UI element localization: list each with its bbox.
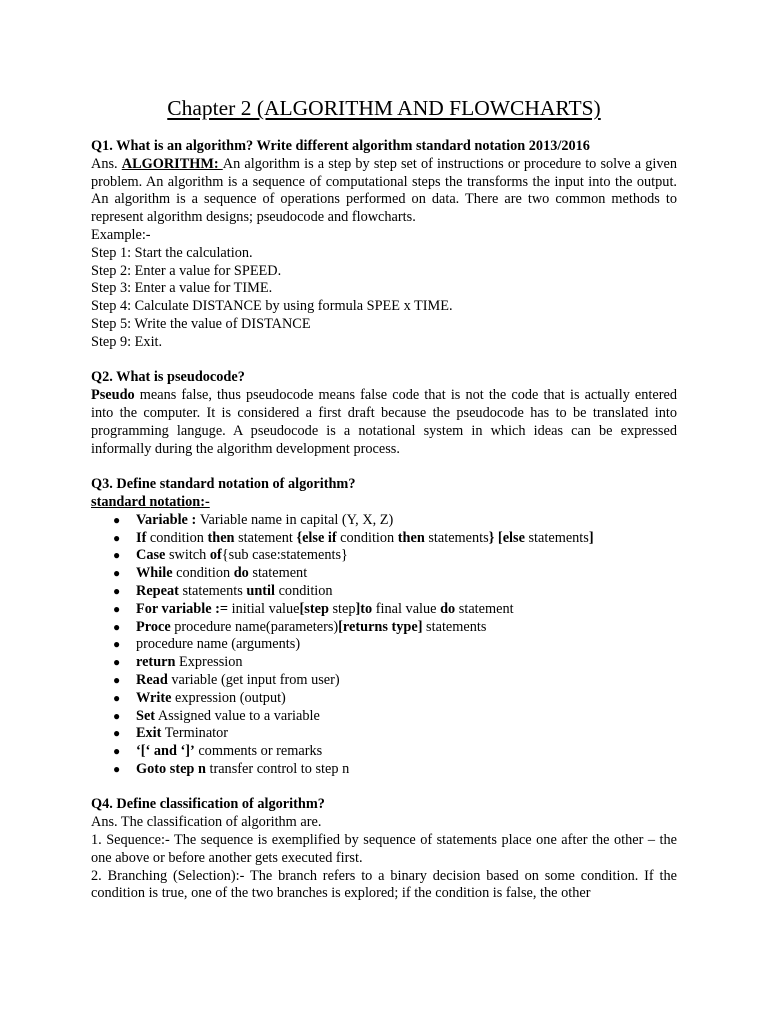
- q1-question: Q1. What is an algorithm? Write different algorithm standard notation 2013/2016: [91, 138, 590, 154]
- bullet-icon: ●: [113, 744, 121, 759]
- bullet-icon: ●: [113, 708, 121, 723]
- q1-step: Step 2: Enter a value for SPEED.: [91, 262, 282, 279]
- q1-step: Step 9: Exit.: [91, 333, 163, 350]
- bullet-icon: ●: [113, 619, 121, 634]
- q1-step: Step 5: Write the value of DISTANCE: [91, 315, 311, 332]
- notation-list-item: [113, 565, 677, 583]
- bullet-icon: ●: [113, 548, 121, 563]
- q4-intro: Ans. The classification of algorithm are.: [91, 814, 322, 831]
- notation-keyword: ]to: [355, 600, 373, 617]
- q3-section: [91, 476, 677, 779]
- notation-keyword: of: [209, 547, 222, 564]
- notation-text: expression (output): [171, 689, 286, 706]
- bullet-icon: ●: [113, 726, 121, 741]
- bullet-icon: ●: [113, 672, 121, 687]
- bullet-icon: ●: [113, 566, 121, 581]
- notation-list-item: [113, 725, 677, 743]
- q3-question: Q3. Define standard notation of algorithm?: [91, 476, 356, 493]
- notation-list-item: [113, 511, 677, 530]
- bullet-icon: ●: [113, 761, 121, 776]
- notation-keyword: Read: [136, 671, 168, 688]
- q1-step: Step 3: Enter a value for TIME.: [91, 280, 273, 297]
- notation-text: statements: [424, 529, 489, 546]
- bullet-icon: ●: [113, 690, 121, 705]
- bullet-icon: ●: [113, 637, 121, 652]
- notation-keyword: until: [246, 582, 275, 599]
- notation-list-item: [113, 547, 677, 565]
- notation-text: statement: [248, 565, 308, 582]
- bullet-icon: ●: [113, 655, 121, 670]
- notation-list-item: [113, 654, 677, 672]
- notation-text: variable (get input from user): [167, 671, 340, 688]
- notation-list-item: [113, 600, 677, 619]
- q3-subheading: standard notation:-: [91, 493, 210, 510]
- notation-text: condition: [275, 582, 333, 599]
- q2-section: [91, 369, 677, 458]
- notation-keyword: While: [136, 565, 173, 582]
- notation-text: {sub case:statements}: [221, 547, 348, 564]
- q1-step: Step 4: Calculate DISTANCE by using formula SPEE x TIME.: [91, 298, 453, 315]
- notation-list-item: [113, 618, 677, 637]
- q1-step: Step 1: Start the calculation.: [91, 244, 253, 261]
- notation-text: procedure name(parameters): [170, 618, 339, 635]
- notation-text: condition: [172, 565, 234, 582]
- notation-list-item: [113, 582, 677, 601]
- notation-text: Variable name in capital (Y, X, Z): [199, 511, 394, 528]
- notation-text: step: [328, 600, 356, 617]
- notation-keyword: Write: [136, 689, 172, 706]
- notation-list-item: [113, 689, 677, 708]
- notation-text: statements: [178, 582, 247, 599]
- notation-text: statements: [524, 529, 589, 546]
- bullet-icon: ●: [113, 601, 121, 616]
- q2-term: Pseudo: [91, 387, 135, 404]
- notation-text: statement: [234, 529, 297, 546]
- notation-keyword: } [else: [488, 529, 525, 546]
- q4-section: [91, 796, 677, 903]
- notation-text: initial value: [228, 600, 300, 617]
- q1-ans-prefix: Ans.: [91, 155, 122, 172]
- notation-keyword: ]: [588, 529, 594, 546]
- notation-keyword: ‘[‘ and ‘]’: [136, 743, 195, 760]
- notation-keyword: Set: [136, 707, 156, 724]
- notation-keyword: Case: [136, 547, 166, 564]
- notation-text: statements: [422, 618, 487, 635]
- notation-list: [91, 512, 677, 779]
- notation-text: condition: [146, 529, 208, 546]
- q1-section: [91, 138, 677, 352]
- notation-list-item: [113, 760, 677, 779]
- notation-text: Terminator: [161, 725, 229, 742]
- bullet-icon: ●: [113, 530, 121, 545]
- q4-question: Q4. Define classification of algorithm?: [91, 796, 325, 813]
- notation-list-item: [113, 707, 677, 726]
- bullet-icon: ●: [113, 583, 121, 598]
- notation-keyword: For variable :=: [136, 600, 229, 617]
- q4-sequence-paragraph: 1. Sequence:- The sequence is exemplified by sequence of statements place one after the other – the one above or before another gets executed first.: [91, 832, 677, 866]
- notation-keyword: Exit: [136, 725, 162, 742]
- notation-keyword: then: [207, 529, 235, 546]
- notation-text: condition: [336, 529, 398, 546]
- q1-term: ALGORITHM:: [121, 155, 223, 172]
- q1-body: An algorithm is a step by step set of instructions or procedure to solve a given problem. An algorithm is a sequence of computational steps the transforms the input into the output. An algorithm is a sequence of operations performed on data. There are two common methods to represent algorithm designs; pseudocode and flowcharts.: [91, 155, 677, 226]
- notation-keyword: If: [136, 529, 147, 546]
- notation-keyword: [step: [299, 600, 329, 617]
- notation-keyword: do: [440, 600, 456, 617]
- notation-keyword: then: [397, 529, 425, 546]
- notation-keyword: return: [136, 654, 176, 671]
- notation-keyword: do: [233, 565, 249, 582]
- notation-list-item: [113, 743, 677, 761]
- notation-text: switch: [165, 547, 210, 564]
- notation-keyword: Variable :: [136, 511, 200, 528]
- q4-branching-paragraph: 2. Branching (Selection):- The branch refers to a binary decision based on some condition. If the condition is true, one of the two branches is explored; if the condition is false, the other: [91, 867, 677, 902]
- notation-text: Expression: [175, 654, 243, 671]
- notation-keyword: {else if: [296, 529, 337, 546]
- notation-keyword: [returns type]: [338, 618, 423, 635]
- q2-question: Q2. What is pseudocode?: [91, 369, 245, 386]
- notation-text: Assigned value to a variable: [155, 707, 320, 724]
- chapter-title: Chapter 2 (ALGORITHM AND FLOWCHARTS): [167, 96, 601, 120]
- q2-answer: [91, 387, 677, 458]
- bullet-icon: ●: [113, 512, 121, 527]
- notation-list-item: [113, 529, 677, 548]
- notation-keyword: Proce: [136, 618, 171, 635]
- notation-keyword: Repeat: [136, 582, 179, 599]
- notation-list-item: [113, 671, 677, 690]
- notation-text: transfer control to step n: [205, 760, 350, 777]
- notation-text: final value: [372, 600, 441, 617]
- notation-text: comments or remarks: [194, 743, 323, 760]
- notation-text: procedure name (arguments): [136, 636, 301, 653]
- notation-list-item: [113, 636, 677, 654]
- q1-answer: [91, 156, 677, 227]
- notation-keyword: Goto step n: [136, 760, 206, 777]
- notation-text: statement: [455, 600, 514, 617]
- q1-example-label: Example:-: [91, 226, 151, 243]
- q2-body: means false, thus pseudocode means false code that is not the code that is actually entered into the computer. It is considered a first draft because the pseudocode has to be translated into programming languge. A pseudocode is a notational system in which ideas can be expressed informally during the algorithm development process.: [91, 387, 677, 457]
